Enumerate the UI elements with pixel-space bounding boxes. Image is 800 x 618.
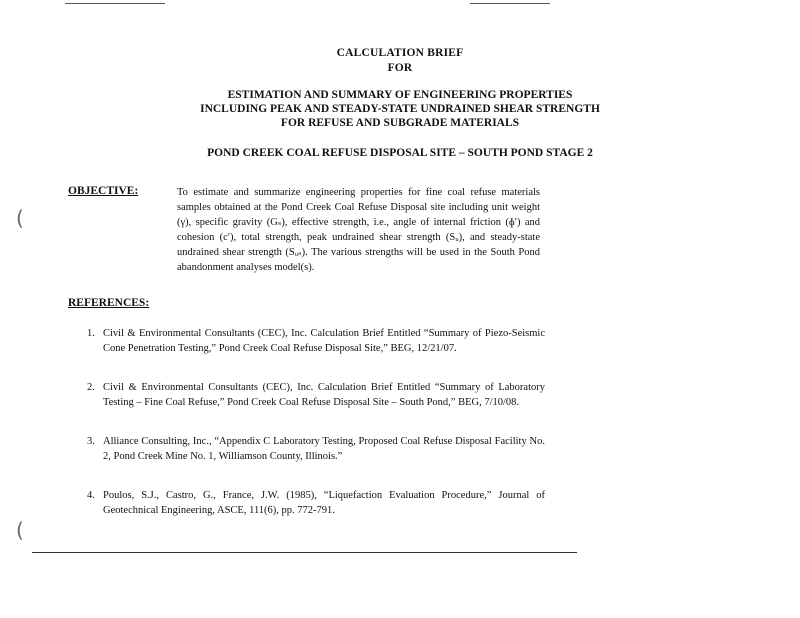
reference-item: [65, 326, 545, 356]
references-label: REFERENCES:: [68, 297, 150, 309]
reference-number: 3.: [87, 436, 95, 447]
reference-text: Poulos, S.J., Castro, G., France, J.W. (1985), “Liquefaction Evaluation Procedure,” Journal of Geotechnical Engineering, ASCE, 111(6), pp. 772-791.: [103, 490, 545, 516]
reference-item: [65, 434, 545, 464]
top-scan-rule-right: [470, 3, 550, 4]
subtitle-line-1: ESTIMATION AND SUMMARY OF ENGINEERING PROPERTIES: [227, 89, 573, 101]
references-list: [65, 326, 545, 518]
objective-label: OBJECTIVE:: [68, 185, 139, 197]
objective-text: To estimate and summarize engineering properties for fine coal refuse materials samples obtained at the Pond Creek Coal Refuse Disposal site including unit weight (γ), specific gravity (Gₛ), effective strength, i.e., angle of internal friction (ɸ′) and cohesion (c′), total strength, peak undrained shear strength (Sᵤ), and steady-state undrained shear strength (Sᵤₛ). The various strengths will be used in the South Pond abandonment analyses model(s).: [177, 187, 540, 273]
reference-text: Civil & Environmental Consultants (CEC), Inc. Calculation Brief Entitled “Summary of Laboratory Testing – Fine Coal Refuse,” Pond Creek Coal Refuse Disposal Site – South Pond,” BEG, 7/10/08.: [103, 382, 545, 408]
subtitle-line-3: FOR REFUSE AND SUBGRADE MATERIALS: [280, 117, 520, 129]
site-heading: POND CREEK COAL REFUSE DISPOSAL SITE – SOUTH POND STAGE 2: [207, 147, 593, 159]
top-scan-rule-left: [65, 3, 165, 4]
binder-hole-mark-bottom: (: [16, 518, 24, 542]
subtitle-line-2: INCLUDING PEAK AND STEADY-STATE UNDRAINED SHEAR STRENGTH: [200, 103, 600, 115]
binder-hole-mark-top: (: [16, 206, 24, 230]
reference-number: 1.: [87, 328, 95, 339]
reference-item: [65, 380, 545, 410]
reference-number: 2.: [87, 382, 95, 393]
reference-item: [65, 488, 545, 518]
document-title-for: FOR: [387, 62, 413, 74]
bottom-scan-rule: [32, 552, 577, 553]
document-title: CALCULATION BRIEF: [336, 47, 464, 59]
reference-text: Civil & Environmental Consultants (CEC), Inc. Calculation Brief Entitled “Summary of Piezo-Seismic Cone Penetration Testing,” Pond Creek Coal Refuse Disposal Site,” BEG, 12/21/07.: [103, 328, 545, 354]
reference-text: Alliance Consulting, Inc., “Appendix C Laboratory Testing, Proposed Coal Refuse Disposal Facility No. 2, Pond Creek Mine No. 1, Williamson County, Illinois.”: [103, 436, 545, 462]
reference-number: 4.: [87, 490, 95, 501]
